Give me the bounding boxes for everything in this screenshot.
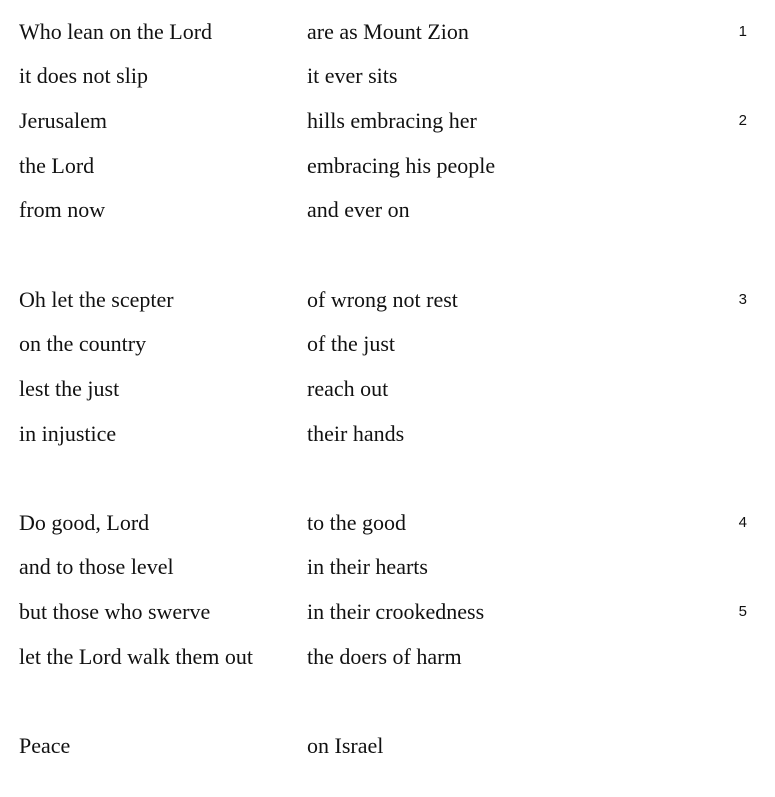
poem-line (0, 195, 775, 225)
line-first-half: let the Lord walk them out (19, 644, 253, 669)
line-second-half: their hands (307, 421, 405, 446)
poem-line (0, 151, 775, 181)
line-second-half: hills embracing her (307, 108, 477, 133)
line-first-half: Who lean on the Lord (19, 19, 213, 44)
line-second-half: reach out (307, 376, 389, 401)
line-second-half: the doers of harm (307, 644, 462, 669)
line-second-half: on Israel (307, 733, 384, 758)
line-second-half: are as Mount Zion (307, 19, 469, 44)
poem-line (0, 419, 775, 449)
poem-line (0, 552, 775, 582)
line-second-half: in their hearts (307, 554, 428, 579)
verse-number: 2 (738, 112, 747, 129)
poem-line (0, 61, 775, 91)
line-first-half: and to those level (19, 554, 174, 579)
verse-number: 1 (738, 23, 747, 40)
line-second-half: in their crookedness (307, 599, 485, 624)
poem-line (0, 597, 775, 627)
verse-number: 3 (738, 291, 747, 308)
poem-line (0, 285, 775, 315)
line-first-half: Do good, Lord (19, 510, 150, 535)
line-second-half: and ever on (307, 197, 410, 222)
line-first-half: it does not slip (19, 63, 148, 88)
verse-number: 4 (738, 514, 747, 531)
line-first-half: Jerusalem (19, 108, 107, 133)
line-first-half: from now (19, 197, 106, 222)
verse-number: 5 (738, 603, 747, 620)
line-first-half: lest the just (19, 376, 120, 401)
line-first-half: in injustice (19, 421, 117, 446)
poem-line (0, 508, 775, 538)
poem-line (0, 731, 775, 761)
poem-line (0, 106, 775, 136)
line-second-half: it ever sits (307, 63, 398, 88)
poem-line (0, 17, 775, 47)
line-second-half: embracing his people (307, 153, 496, 178)
poem-line (0, 642, 775, 672)
line-second-half: of the just (307, 331, 395, 356)
poem-line (0, 329, 775, 359)
line-second-half: of wrong not rest (307, 287, 458, 312)
line-first-half: Peace (19, 733, 71, 758)
line-first-half: Oh let the scepter (19, 287, 174, 312)
line-first-half: on the country (19, 331, 147, 356)
line-first-half: the Lord (19, 153, 95, 178)
line-second-half: to the good (307, 510, 406, 535)
line-first-half: but those who swerve (19, 599, 211, 624)
poem-line (0, 374, 775, 404)
